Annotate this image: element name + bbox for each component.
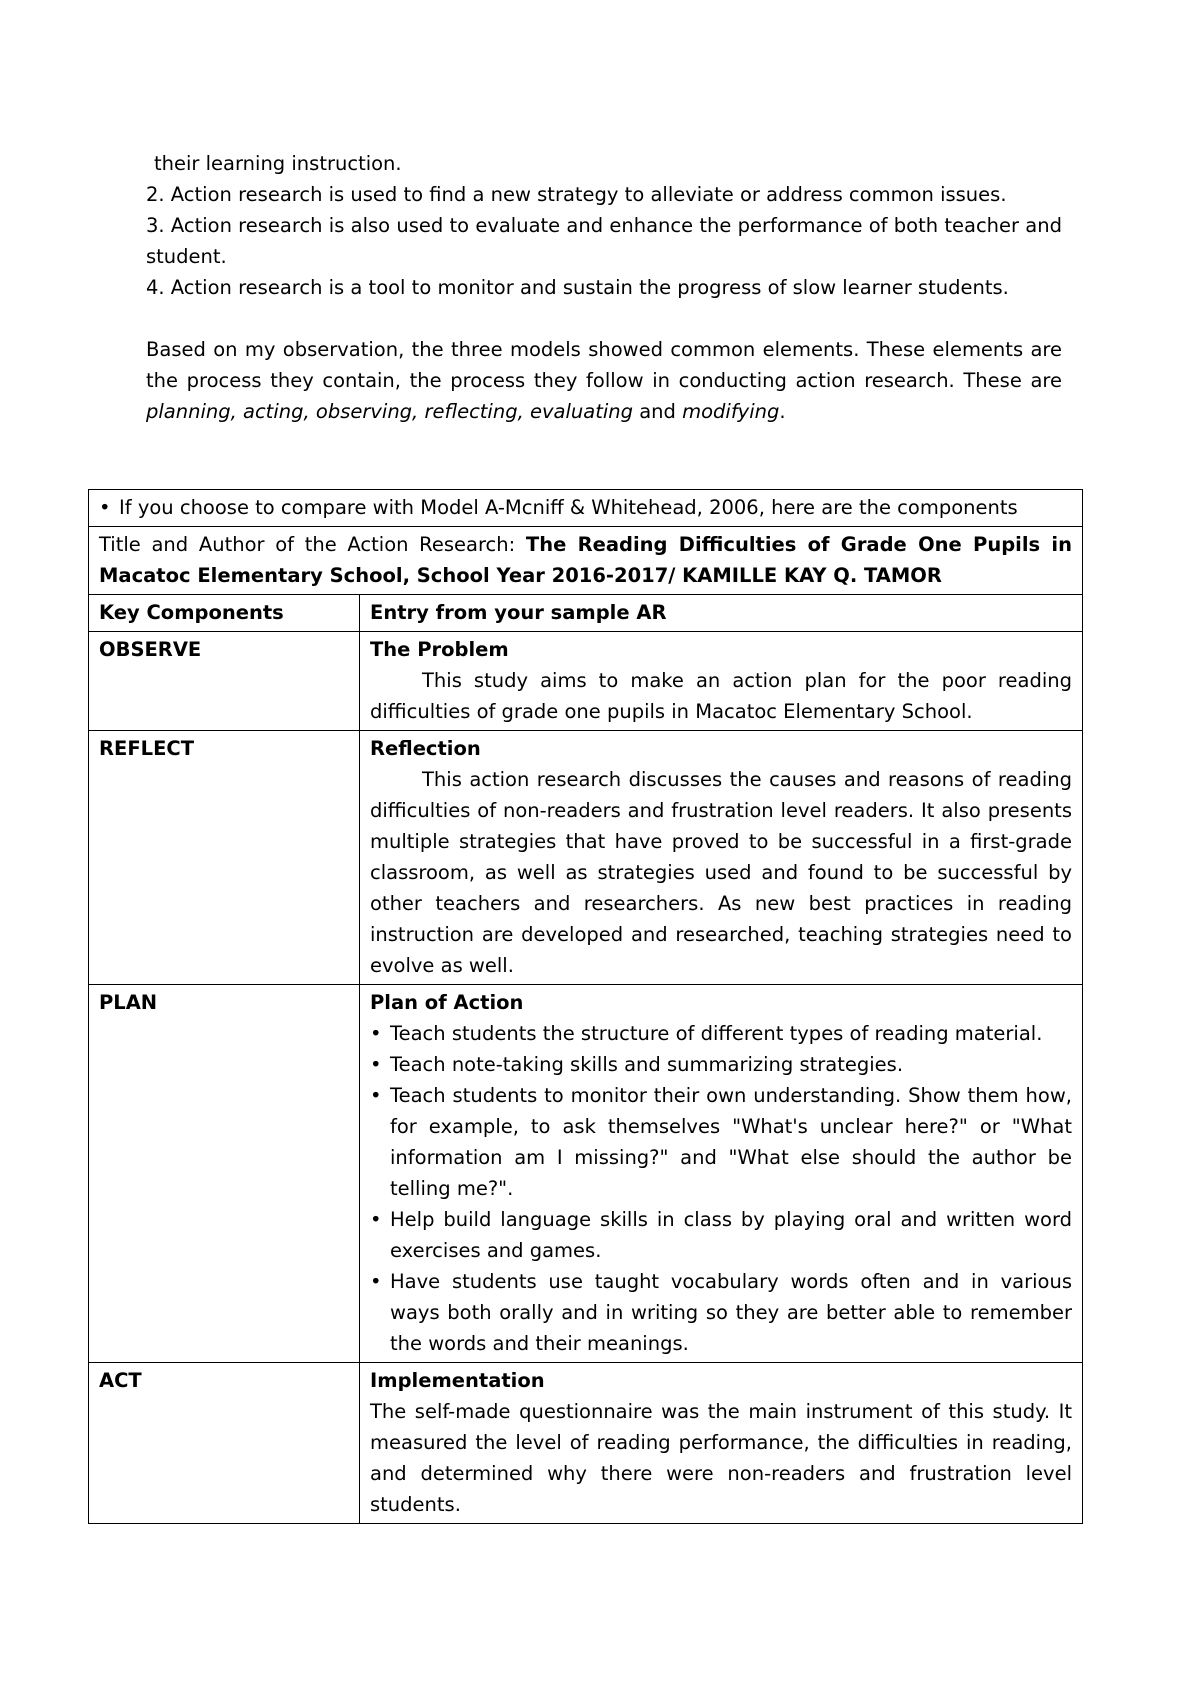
title-value: The Reading Difficulties of Grade One Pupils in Macatoc Elementary School, School Year 2016-2017/ KAMILLE KAY Q. TAMOR: [99, 533, 1072, 587]
bullet-icon: •: [370, 1022, 382, 1045]
observe-text: This study aims to make an action plan for the poor reading difficulties of grade one pupils in Macatoc Elementary School.: [370, 669, 1072, 723]
key-plan: PLAN: [89, 985, 360, 1363]
list-item: [370, 1018, 1072, 1049]
key-act: ACT: [89, 1363, 360, 1524]
plan-item-text: Have students use taught vocabulary words often and in various ways both orally and in writing so they are better able to remember the words and their meanings.: [390, 1270, 1072, 1355]
observe-heading: The Problem: [370, 638, 509, 661]
plan-item-text: Teach students to monitor their own understanding. Show them how, for example, to ask themselves "What's unclear here?" or "What information am I missing?" and "What else should the author be telling me?".: [390, 1084, 1072, 1200]
table-row-plan: [89, 985, 1083, 1363]
act-heading: Implementation: [370, 1369, 545, 1392]
intro-paragraph-start: Based on my observation, the three models showed common elements. These elements are the process they contain, the process they follow in conducting action research. These are: [146, 338, 1062, 392]
list-item: [370, 1049, 1072, 1080]
list-item: [370, 1080, 1072, 1204]
key-reflect: REFLECT: [89, 731, 360, 985]
bullet-icon: •: [370, 1270, 382, 1293]
components-table: [88, 489, 1083, 1524]
intro-paragraph-and: and: [633, 400, 683, 423]
compare-cell: [89, 490, 1083, 527]
bullet-icon: •: [99, 496, 111, 519]
intro-text: [146, 148, 1062, 427]
plan-heading: Plan of Action: [370, 991, 524, 1014]
intro-item-4: 4. Action research is a tool to monitor and sustain the progress of slow learner students.: [146, 276, 1009, 299]
table-row-reflect: [89, 731, 1083, 985]
header-entry: Entry from your sample AR: [360, 595, 1083, 632]
intro-paragraph-end: .: [779, 400, 786, 423]
table-row-title: [89, 527, 1083, 595]
title-cell: [89, 527, 1083, 595]
intro-continuation: their learning instruction.: [154, 152, 402, 175]
act-text: The self-made questionnaire was the main instrument of this study. It measured the level of reading performance, the difficulties in reading, and determined why there were non-readers and frustration level students.: [370, 1400, 1072, 1516]
entry-act: [360, 1363, 1083, 1524]
bullet-icon: •: [370, 1084, 382, 1107]
compare-bullet-item: [99, 492, 1072, 523]
paragraph-gap: [146, 303, 1062, 334]
key-observe: OBSERVE: [89, 632, 360, 731]
table-row-compare: [89, 490, 1083, 527]
list-item: [370, 1204, 1072, 1266]
intro-paragraph-italic-2: modifying: [682, 400, 780, 423]
compare-text: If you choose to compare with Model A-Mcniff & Whitehead, 2006, here are the components: [119, 496, 1018, 519]
table-row-act: [89, 1363, 1083, 1524]
header-key-components: Key Components: [89, 595, 360, 632]
entry-reflect: [360, 731, 1083, 985]
intro-paragraph-italic: planning, acting, observing, reflecting, evaluating: [146, 400, 633, 423]
title-label: Title and Author of the Action Research:: [99, 533, 526, 556]
list-item: [370, 1266, 1072, 1359]
intro-item-3: 3. Action research is also used to evaluate and enhance the performance of both teacher and student.: [146, 214, 1062, 268]
bullet-icon: •: [370, 1053, 382, 1076]
plan-item-text: Teach students the structure of different types of reading material.: [390, 1022, 1043, 1045]
plan-list: [370, 1018, 1072, 1359]
plan-item-text: Help build language skills in class by playing oral and written word exercises and games.: [390, 1208, 1072, 1262]
intro-paragraph: [146, 334, 1062, 427]
intro-item-2: 2. Action research is used to find a new strategy to alleviate or address common issues.: [146, 183, 1007, 206]
table-row-header: [89, 595, 1083, 632]
entry-plan: [360, 985, 1083, 1363]
entry-observe: [360, 632, 1083, 731]
reflect-text: This action research discusses the causes and reasons of reading difficulties of non-readers and frustration level readers. It also presents multiple strategies that have proved to be successful in a first-grade classroom, as well as strategies used and found to be successful by other teachers and researchers. As new best practices in reading instruction are developed and researched, teaching strategies need to evolve as well.: [370, 768, 1072, 977]
plan-item-text: Teach note-taking skills and summarizing strategies.: [390, 1053, 904, 1076]
bullet-icon: •: [370, 1208, 382, 1231]
table-row-observe: [89, 632, 1083, 731]
reflect-heading: Reflection: [370, 737, 481, 760]
